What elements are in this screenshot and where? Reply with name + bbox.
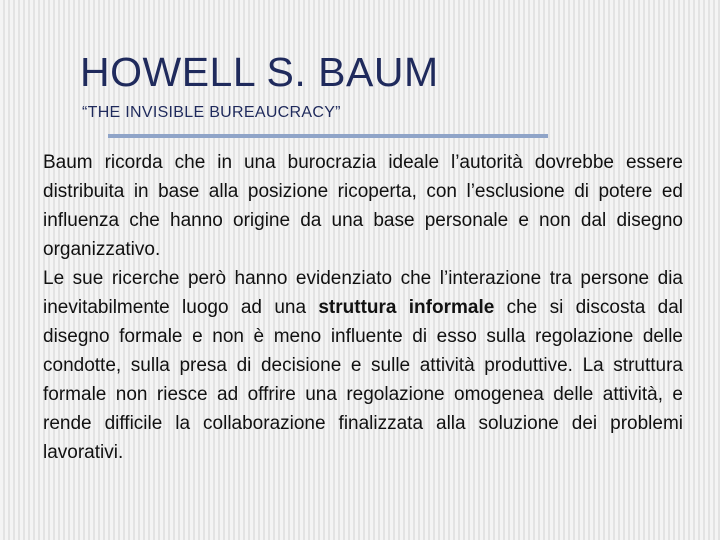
paragraph-2-text-end: che si discosta dal disegno formale e non è meno influente di esso sulla regolazione delle condotte, sulla presa di decisione e sulle attività produttive. La struttura formale non riesce ad offrire una regolazione omogenea delle attività, e rende difficile la collaborazione finalizzata alla soluzione dei problemi lavorativi. xyxy=(43,297,683,463)
body-paragraph-1: Baum ricorda che in una burocrazia ideale l’autorità dovrebbe essere distribuita in base alla posizione ricoperta, con l’esclusione di potere ed influenza che hanno origine da una base personale e non dal disegno organizzativo. xyxy=(43,152,683,260)
slide-subtitle: “THE INVISIBLE BUREAUCRACY” xyxy=(82,104,341,121)
body-paragraph-2 xyxy=(43,264,683,467)
bold-term-struttura-informale: struttura informale xyxy=(318,297,495,318)
title-divider xyxy=(108,134,548,138)
slide-title: HOWELL S. BAUM xyxy=(80,49,439,95)
slide-body xyxy=(43,148,683,467)
paragraph-2-text-start: Le sue ricerche però hanno evidenziato che l’interazione tra persone dia inevitabilmente luogo ad una xyxy=(43,268,683,318)
